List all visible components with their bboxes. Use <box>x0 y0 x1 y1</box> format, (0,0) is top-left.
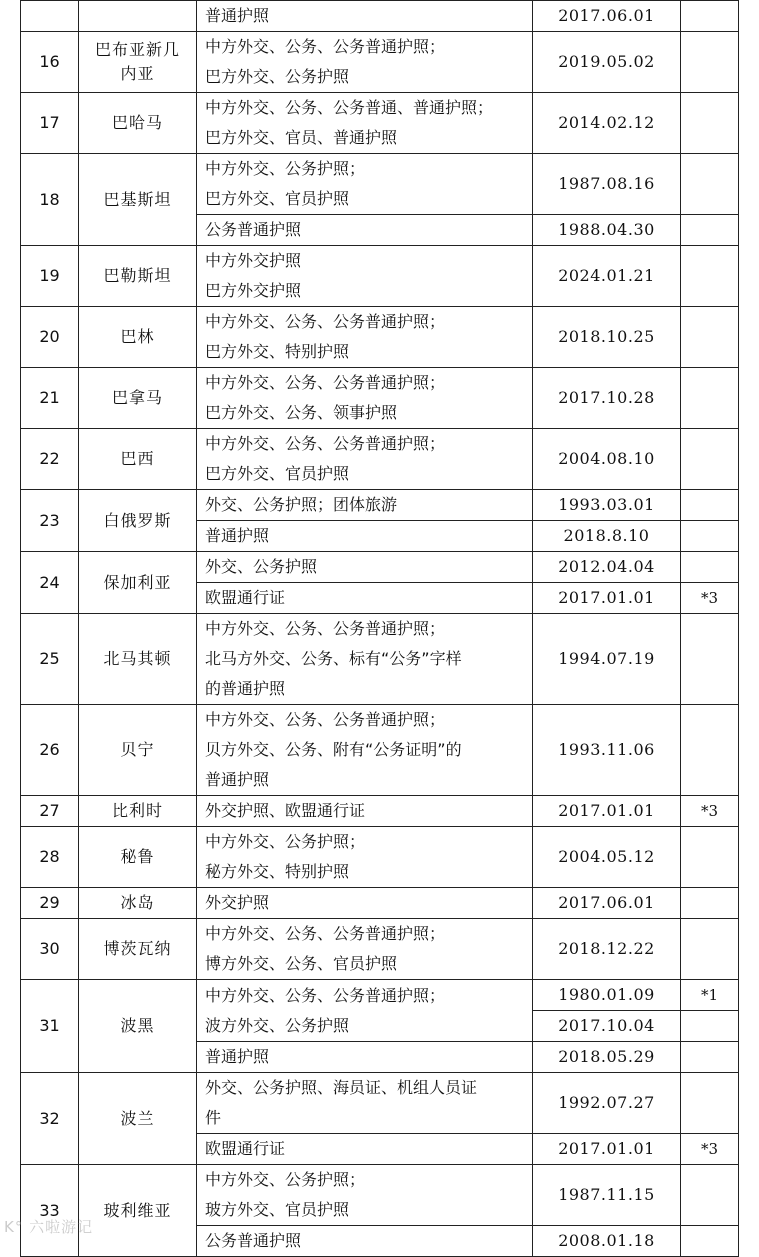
note-mark <box>681 827 739 888</box>
effective-date: 2017.06.01 <box>533 1 681 32</box>
passport-types: 中方外交、公务、公务普通护照； 巴方外交、公务护照 <box>197 32 533 93</box>
note-mark <box>681 1165 739 1226</box>
country-name: 巴拿马 <box>79 368 197 429</box>
effective-date: 2018.05.29 <box>533 1042 681 1073</box>
row-number: 30 <box>21 919 79 980</box>
passport-types: 普通护照 <box>197 1 533 32</box>
effective-date: 1987.08.16 <box>533 154 681 215</box>
effective-date: 2014.02.12 <box>533 93 681 154</box>
effective-date: 2008.01.18 <box>533 1226 681 1257</box>
country-name: 波黑 <box>79 980 197 1073</box>
passport-types: 中方外交、公务、公务普通护照； 贝方外交、公务、附有“公务证明”的 普通护照 <box>197 705 533 796</box>
country-name: 巴西 <box>79 429 197 490</box>
note-mark <box>681 1 739 32</box>
country-name: 冰岛 <box>79 888 197 919</box>
table-row <box>21 246 739 307</box>
effective-date: 2012.04.04 <box>533 552 681 583</box>
effective-date: 1993.03.01 <box>533 490 681 521</box>
table-row <box>21 552 739 583</box>
row-number: 32 <box>21 1073 79 1165</box>
effective-date: 1994.07.19 <box>533 614 681 705</box>
row-number: 26 <box>21 705 79 796</box>
row-number: 20 <box>21 307 79 368</box>
row-number: 33 <box>21 1165 79 1257</box>
passport-types: 中方外交、公务护照； 巴方外交、官员护照 <box>197 154 533 215</box>
watermark-logo: K° 六啦游记 <box>4 1218 94 1236</box>
passport-types: 中方外交、公务护照； 玻方外交、官员护照 <box>197 1165 533 1226</box>
note-mark <box>681 93 739 154</box>
table-row <box>21 32 739 93</box>
table-row <box>21 1 739 32</box>
note-mark <box>681 1011 739 1042</box>
row-number: 19 <box>21 246 79 307</box>
visa-exemption-table <box>20 0 739 1257</box>
country-name: 巴林 <box>79 307 197 368</box>
passport-types: 外交、公务护照 <box>197 552 533 583</box>
note-mark <box>681 614 739 705</box>
passport-types: 公务普通护照 <box>197 1226 533 1257</box>
note-mark <box>681 490 739 521</box>
effective-date: 2004.05.12 <box>533 827 681 888</box>
row-number: 17 <box>21 93 79 154</box>
table-row <box>21 980 739 1011</box>
table-row <box>21 705 739 796</box>
effective-date: 2017.10.04 <box>533 1011 681 1042</box>
country-name: 玻利维亚 <box>79 1165 197 1257</box>
country-name: 比利时 <box>79 796 197 827</box>
effective-date: 2017.10.28 <box>533 368 681 429</box>
note-mark <box>681 888 739 919</box>
effective-date: 2017.01.01 <box>533 583 681 614</box>
passport-types: 中方外交、公务、公务普通护照； 北马方外交、公务、标有“公务”字样 的普通护照 <box>197 614 533 705</box>
table-row <box>21 429 739 490</box>
note-mark <box>681 552 739 583</box>
country-name: 贝宁 <box>79 705 197 796</box>
note-mark <box>681 1042 739 1073</box>
effective-date: 2017.06.01 <box>533 888 681 919</box>
passport-types: 公务普通护照 <box>197 215 533 246</box>
effective-date: 2004.08.10 <box>533 429 681 490</box>
row-number: 21 <box>21 368 79 429</box>
row-number: 18 <box>21 154 79 246</box>
passport-types: 外交、公务护照、海员证、机组人员证 件 <box>197 1073 533 1134</box>
passport-types: 欧盟通行证 <box>197 1134 533 1165</box>
note-mark: *3 <box>681 796 739 827</box>
note-mark <box>681 919 739 980</box>
row-number: 28 <box>21 827 79 888</box>
passport-types: 中方外交、公务、公务普通护照； 巴方外交、官员护照 <box>197 429 533 490</box>
country-name: 秘鲁 <box>79 827 197 888</box>
note-mark <box>681 154 739 215</box>
effective-date: 2018.10.25 <box>533 307 681 368</box>
effective-date: 1988.04.30 <box>533 215 681 246</box>
note-mark: *1 <box>681 980 739 1011</box>
passport-types: 外交护照 <box>197 888 533 919</box>
row-number: 22 <box>21 429 79 490</box>
row-number: 27 <box>21 796 79 827</box>
country-name: 巴哈马 <box>79 93 197 154</box>
effective-date: 1993.11.06 <box>533 705 681 796</box>
passport-types: 外交护照、欧盟通行证 <box>197 796 533 827</box>
passport-types: 欧盟通行证 <box>197 583 533 614</box>
table-row <box>21 368 739 429</box>
passport-types: 中方外交、公务、公务普通护照； 波方外交、公务护照 <box>197 980 533 1042</box>
row-number: 24 <box>21 552 79 614</box>
table-row <box>21 154 739 215</box>
passport-types: 中方外交、公务、公务普通、普通护照； 巴方外交、官员、普通护照 <box>197 93 533 154</box>
row-number: 23 <box>21 490 79 552</box>
country-name: 白俄罗斯 <box>79 490 197 552</box>
country-name: 波兰 <box>79 1073 197 1165</box>
note-mark: *3 <box>681 583 739 614</box>
note-mark <box>681 215 739 246</box>
country-name: 北马其顿 <box>79 614 197 705</box>
table-row <box>21 919 739 980</box>
passport-types: 中方外交、公务护照； 秘方外交、特别护照 <box>197 827 533 888</box>
effective-date: 1992.07.27 <box>533 1073 681 1134</box>
passport-types: 中方外交、公务、公务普通护照； 博方外交、公务、官员护照 <box>197 919 533 980</box>
note-mark <box>681 1226 739 1257</box>
note-mark <box>681 246 739 307</box>
note-mark <box>681 32 739 93</box>
note-mark <box>681 368 739 429</box>
note-mark <box>681 705 739 796</box>
passport-types: 中方外交护照 巴方外交护照 <box>197 246 533 307</box>
table-row <box>21 614 739 705</box>
note-mark <box>681 1073 739 1134</box>
passport-types: 普通护照 <box>197 521 533 552</box>
row-number: 16 <box>21 32 79 93</box>
table-row <box>21 1165 739 1226</box>
effective-date: 1987.11.15 <box>533 1165 681 1226</box>
passport-types: 中方外交、公务、公务普通护照； 巴方外交、特别护照 <box>197 307 533 368</box>
country-name: 博茨瓦纳 <box>79 919 197 980</box>
table-row <box>21 307 739 368</box>
effective-date: 2017.01.01 <box>533 1134 681 1165</box>
effective-date: 2019.05.02 <box>533 32 681 93</box>
note-mark <box>681 521 739 552</box>
effective-date: 2024.01.21 <box>533 246 681 307</box>
effective-date: 2018.12.22 <box>533 919 681 980</box>
passport-types: 中方外交、公务、公务普通护照； 巴方外交、公务、领事护照 <box>197 368 533 429</box>
country-name: 巴勒斯坦 <box>79 246 197 307</box>
row-number <box>21 1 79 32</box>
effective-date: 2018.8.10 <box>533 521 681 552</box>
country-name: 巴布亚新几 内亚 <box>79 32 197 93</box>
effective-date: 2017.01.01 <box>533 796 681 827</box>
row-number: 31 <box>21 980 79 1073</box>
note-mark <box>681 429 739 490</box>
effective-date: 1980.01.09 <box>533 980 681 1011</box>
row-number: 25 <box>21 614 79 705</box>
passport-types: 外交、公务护照；团体旅游 <box>197 490 533 521</box>
passport-types: 普通护照 <box>197 1042 533 1073</box>
country-name: 巴基斯坦 <box>79 154 197 246</box>
table-row <box>21 827 739 888</box>
table-row <box>21 490 739 521</box>
table-row <box>21 1073 739 1134</box>
note-mark <box>681 307 739 368</box>
row-number: 29 <box>21 888 79 919</box>
table-row <box>21 888 739 919</box>
country-name <box>79 1 197 32</box>
table-row <box>21 796 739 827</box>
country-name: 保加利亚 <box>79 552 197 614</box>
table-row <box>21 93 739 154</box>
note-mark: *3 <box>681 1134 739 1165</box>
